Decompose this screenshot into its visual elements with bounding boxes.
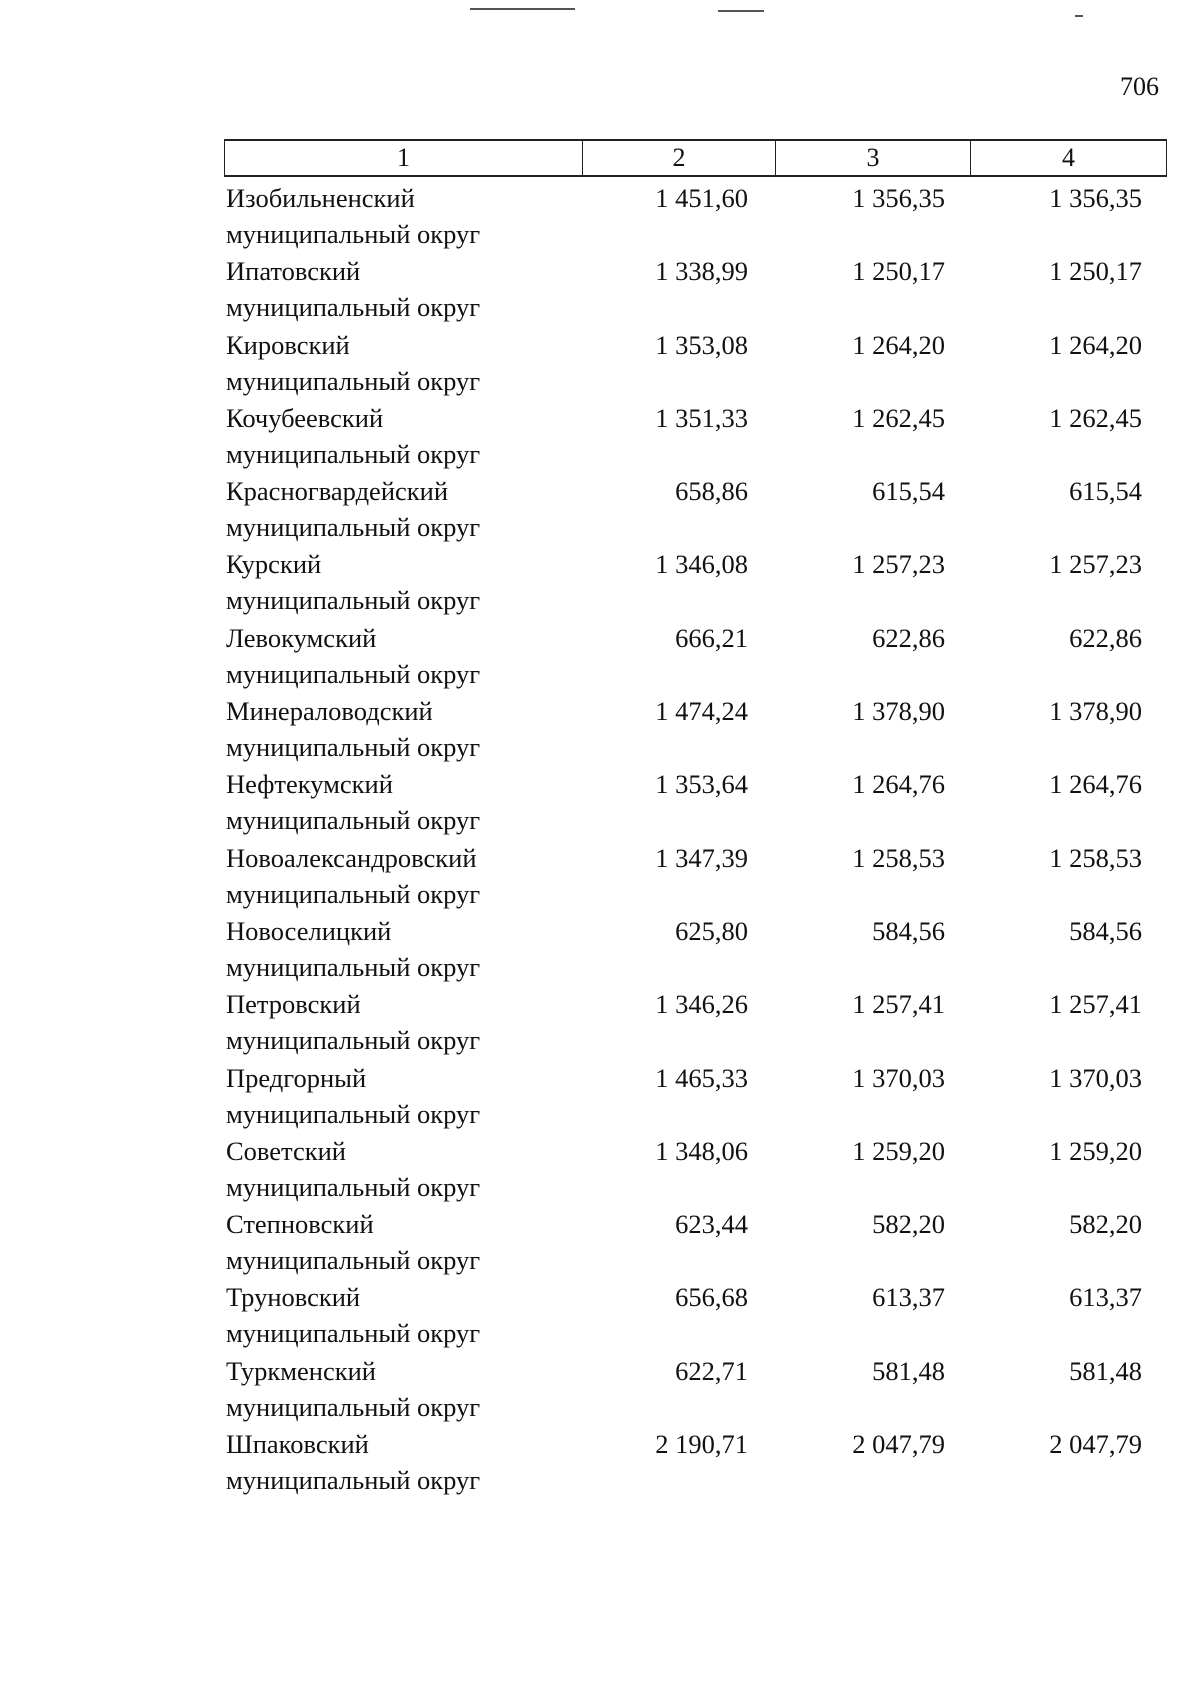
value-col-2: 2 190,71: [655, 1429, 748, 1460]
district-name: Предгорный муниципальный округ: [226, 1062, 481, 1129]
table-row: [224, 1206, 1166, 1279]
value-col-4: 622,86: [1069, 622, 1142, 653]
value-col-3: 1 356,35: [852, 183, 945, 213]
table-row: [224, 1133, 1166, 1206]
value-col-4: 581,48: [1069, 1355, 1142, 1386]
value-col-3: 1 378,90: [852, 696, 945, 727]
value-col-2: 666,21: [675, 622, 748, 653]
value-col-3: 581,48: [872, 1355, 945, 1386]
value-col-2: 1 351,33: [655, 402, 748, 433]
value-col-4: 1 264,76: [1049, 769, 1142, 800]
table-row: [224, 473, 1166, 546]
value-col-3: 1 250,17: [852, 256, 945, 287]
value-col-2: 1 348,06: [655, 1135, 748, 1166]
value-col-4: 1 356,35: [1049, 183, 1142, 213]
table-row: [224, 1060, 1166, 1133]
value-col-4: 1 264,20: [1049, 329, 1142, 360]
district-name: Ипатовский муниципальный округ: [226, 256, 481, 323]
value-col-2: 1 353,08: [655, 329, 748, 360]
table-row: [224, 400, 1166, 473]
value-col-3: 1 370,03: [852, 1062, 945, 1093]
district-name: Труновский муниципальный округ: [226, 1282, 481, 1349]
value-col-3: 615,54: [872, 476, 945, 507]
district-name: Степновский муниципальный округ: [226, 1209, 481, 1276]
value-col-3: 582,20: [872, 1209, 945, 1240]
value-col-2: 625,80: [675, 915, 748, 946]
value-col-3: 1 258,53: [852, 842, 945, 873]
table-row: [224, 1279, 1166, 1352]
value-col-3: 1 257,41: [852, 989, 945, 1020]
table-row: [224, 327, 1166, 400]
header-cell: 2: [583, 140, 776, 176]
value-col-4: 615,54: [1069, 476, 1142, 507]
value-col-4: 582,20: [1069, 1209, 1142, 1240]
district-name: Левокумский муниципальный округ: [226, 622, 481, 689]
value-col-4: 584,56: [1069, 915, 1142, 946]
district-name: Петровский муниципальный округ: [226, 989, 481, 1056]
table-row: [224, 253, 1166, 326]
value-col-4: 1 378,90: [1049, 696, 1142, 727]
header-row: [225, 140, 1167, 176]
value-col-2: 656,68: [675, 1282, 748, 1313]
district-name: Минераловодский муниципальный округ: [226, 696, 481, 763]
value-col-4: 1 259,20: [1049, 1135, 1142, 1166]
scan-mark: [718, 10, 764, 12]
table-row: [224, 546, 1166, 619]
value-col-2: 623,44: [675, 1209, 748, 1240]
value-col-2: 658,86: [675, 476, 748, 507]
data-table-body: [224, 180, 1166, 1499]
value-col-2: 1 465,33: [655, 1062, 748, 1093]
column-number-header: [224, 139, 1167, 177]
value-col-3: 2 047,79: [852, 1429, 945, 1460]
table-row: [224, 1353, 1166, 1426]
value-col-3: 584,56: [872, 915, 945, 946]
district-name: Шпаковский муниципальный округ: [226, 1429, 481, 1496]
district-name: Туркменский муниципальный округ: [226, 1355, 481, 1422]
page-number: 706: [1120, 72, 1159, 101]
district-name: Изобильненский муниципальный округ: [226, 183, 481, 249]
value-col-2: 1 338,99: [655, 256, 748, 287]
district-name: Новоалександровский муниципальный округ: [226, 842, 481, 909]
value-col-2: 1 346,08: [655, 549, 748, 580]
value-col-2: 1 346,26: [655, 989, 748, 1020]
value-col-2: 1 474,24: [655, 696, 748, 727]
header-cell: 1: [225, 140, 583, 176]
value-col-3: 1 259,20: [852, 1135, 945, 1166]
district-name: Красногвардейский муниципальный округ: [226, 476, 481, 543]
table-row: [224, 840, 1166, 913]
value-col-3: 1 257,23: [852, 549, 945, 580]
value-col-4: 1 250,17: [1049, 256, 1142, 287]
district-name: Курский муниципальный округ: [226, 549, 481, 616]
value-col-3: 1 262,45: [852, 402, 945, 433]
district-name: Новоселицкий муниципальный округ: [226, 915, 481, 982]
value-col-2: 1 347,39: [655, 842, 748, 873]
table-row: [224, 1426, 1166, 1499]
value-col-3: 622,86: [872, 622, 945, 653]
table-row: [224, 620, 1166, 693]
district-name: Нефтекумский муниципальный округ: [226, 769, 481, 836]
value-col-4: 2 047,79: [1049, 1429, 1142, 1460]
value-col-4: 1 257,23: [1049, 549, 1142, 580]
value-col-3: 613,37: [872, 1282, 945, 1313]
value-col-2: 1 451,60: [655, 183, 748, 213]
value-col-4: 613,37: [1069, 1282, 1142, 1313]
table-row: [224, 693, 1166, 766]
scan-mark: [470, 8, 575, 10]
value-col-4: 1 262,45: [1049, 402, 1142, 433]
value-col-2: 622,71: [675, 1355, 748, 1386]
header-cell: 3: [776, 140, 971, 176]
table-row: [224, 913, 1166, 986]
value-col-4: 1 258,53: [1049, 842, 1142, 873]
district-name: Кочубеевский муниципальный округ: [226, 402, 481, 469]
scan-mark: [1075, 15, 1083, 17]
table-row: [224, 986, 1166, 1059]
value-col-4: 1 370,03: [1049, 1062, 1142, 1093]
district-name: Советский муниципальный округ: [226, 1135, 481, 1202]
value-col-3: 1 264,20: [852, 329, 945, 360]
value-col-2: 1 353,64: [655, 769, 748, 800]
value-col-3: 1 264,76: [852, 769, 945, 800]
table-row: [224, 180, 1166, 253]
district-name: Кировский муниципальный округ: [226, 329, 481, 396]
header-cell: 4: [971, 140, 1167, 176]
value-col-4: 1 257,41: [1049, 989, 1142, 1020]
table-row: [224, 766, 1166, 839]
